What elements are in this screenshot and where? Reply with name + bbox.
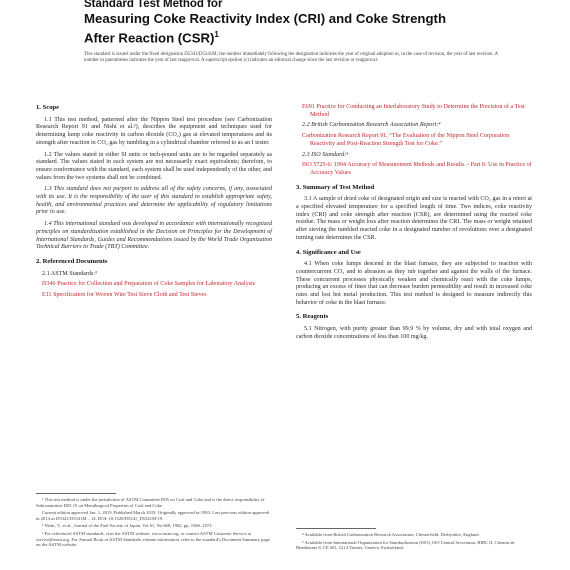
- left-column: [36, 98, 272, 548]
- footnote-divider: [36, 493, 116, 494]
- paragraph-5-1: 5.1 Nitrogen, with purity greater than 99.9 % by volume, dry and with total oxygen and carbon dioxide concentrations of less than 100 mg/kg.: [296, 326, 532, 340]
- footnote-1b: Current edition approved Jan. 1, 2019. Published March 2019. Originally approved in 1993. Last previous edition approved in 2014 as D5341/D5341M – 14. DOI: 10.1520/D5341_D5341M-19.: [36, 510, 270, 521]
- paragraph-1-4: 1.4 This international standard was developed in accordance with internationally recognized principles on standardization established in the Decision on Principles for the Development of International Standards, Guides and Recommendations issued by the World Trade Organization Technical Barriers to Trade (TBT) Committee.: [36, 221, 272, 251]
- paragraph-3-1: 3.1 A sample of dried coke of designated origin and size is reacted with CO₂ gas in a retort at a specified elevated temperature for a specified length of time. Two indices, coke reactivity index (CRI) and coke strength after reaction (CSR), are determined using the reacted coke residue. The mass or weight loss after reaction determines the CRI. The mass or weight retained after sieving the tumbled reacted coke in a designated number of revolutions over a designated turning rate determines the CSR.: [296, 196, 532, 241]
- paragraph-1-1: 1.1 This test method, patterned after the Nippon Steel test procedure (see Carbonization Research Report 91 and Nishi et al.²), describes the equipment and techniques used for determining lump coke reactivity in carbon dioxide (CO₂) gas at elevated temperatures and its strength after reaction in CO₂ gas by tumbling in a cylindrical chamber referred to as an I tester.: [36, 116, 272, 146]
- footnote-2: ² Nishi, T., et al., Journal of the Fuel Society of Japan, Vol 61, No 668, 1982, pp. 1066–1073.: [42, 523, 213, 529]
- title-line-2: Measuring Coke Reactivity Index (CRI) and Coke Strength: [84, 11, 446, 26]
- ref-link-e691[interactable]: E691 Practice for Conducting an Interlaboratory Study to Determine the Precision of a Test Method: [302, 104, 525, 118]
- footnote-5: ⁵ Available from International Organization for Standardization (ISO), ISO Central Secretariat, BIBC II, Chemin de Blandonnet 8, CP 401, 1214 Vernier, Geneva, Switzerland.: [296, 539, 515, 551]
- ref-astm-standards: 2.1 ASTM Standards:³: [42, 270, 97, 277]
- section-heading-significance: 4. Significance and Use: [296, 248, 361, 256]
- title-line-3: After Reaction (CSR)$^1$: [84, 29, 219, 45]
- section-heading-referenced-documents: 2. Referenced Documents: [36, 257, 108, 265]
- document-title: [36, 0, 532, 45]
- section-heading-summary: 3. Summary of Test Method: [296, 183, 375, 191]
- paragraph-1-2: 1.2 The values stated in either SI units or inch-pound units are to be regarded separately as standard. The values stated in each system are not necessarily exact equivalents; therefore, to ensure conformance with the standard, each system shall be used independently of the other, and values from the two systems shall not be combined.: [36, 151, 272, 181]
- footnote-4: ⁴ Available from British Carbonization Research Association, Chesterfield, Derbyshire, England.: [302, 532, 480, 537]
- ref-link-e11[interactable]: E11 Specification for Woven Wire Test Sieve Cloth and Test Sieves: [42, 292, 207, 299]
- footnote-3: ³ For referenced ASTM standards, visit the ASTM website, www.astm.org, or contact ASTM Customer Service at service@astm.org. For Annual Book of ASTM Standards volume information, refer to the standard's Document Summary page on the ASTM website.: [36, 530, 270, 548]
- right-footnotes: [296, 516, 532, 553]
- right-column: [296, 98, 532, 551]
- title-line-1: Standard Test Method for: [84, 0, 223, 10]
- section-heading-reagents: 5. Reagents: [296, 313, 329, 321]
- footnote-divider-right: [296, 528, 376, 529]
- ref-bcra-report: 2.2 British Carbonization Research Association Report:⁴: [302, 122, 441, 129]
- section-heading-scope: 1. Scope: [36, 104, 60, 111]
- paragraph-4-1: 4.1 When coke lumps descend in the blast furnace, they are subjected to reaction with countercurrent CO₂ and to abrasion as they rub together and against the walls of the furnace. These concurrent processes physically weaken and chemically react with the coke lumps, producing an excess of fines that can decrease burden permeability and result in increased coke rates and lost hot metal production. This test method is designed to measure indirectly this behavior of coke in the blast furnace.: [296, 261, 532, 306]
- paragraph-1-3: 1.3 This standard does not purport to address all of the safety concerns, if any, associated with its use. It is the responsibility of the user of this standard to establish appropriate safety, health, and environmental practices and determine the applicability of regulatory limitations prior to use.: [36, 186, 272, 216]
- ref-iso-standard: 2.3 ISO Standard:⁵: [302, 151, 349, 158]
- two-column-body: [36, 98, 532, 551]
- ref-link-crr91[interactable]: Carbonization Research Report 91, “The Evaluation of the Nippon Steel Corporation Reactivity and Post-Reaction Strength Test for Coke.”: [302, 133, 510, 147]
- left-footnotes: [36, 481, 272, 550]
- ref-link-iso-5725[interactable]: ISO 5725-6: 1994 Accuracy of Measurement Methods and Results – Part 6: Use in Practice of Accuracy Values: [302, 162, 532, 176]
- designation-note: This standard is issued under the fixed designation D5341/D5341M; the number immediately following the designation indicates the year of original adoption or, in the case of revision, the year of last revision. A number in parentheses indicates the year of last reapproval. A superscript epsilon (ε) indicates an editorial change since the last revision or reapproval.: [84, 52, 498, 64]
- footnote-1: ¹ This test method is under the jurisdiction of ASTM Committee D05 on Coal and Coke and is the direct responsibility of Subcommittee D05.15 on Metallurgical Properties of Coal and Coke.: [36, 497, 265, 508]
- ref-link-d346[interactable]: D346 Practice for Collection and Preparation of Coke Samples for Laboratory Analysis: [42, 281, 256, 288]
